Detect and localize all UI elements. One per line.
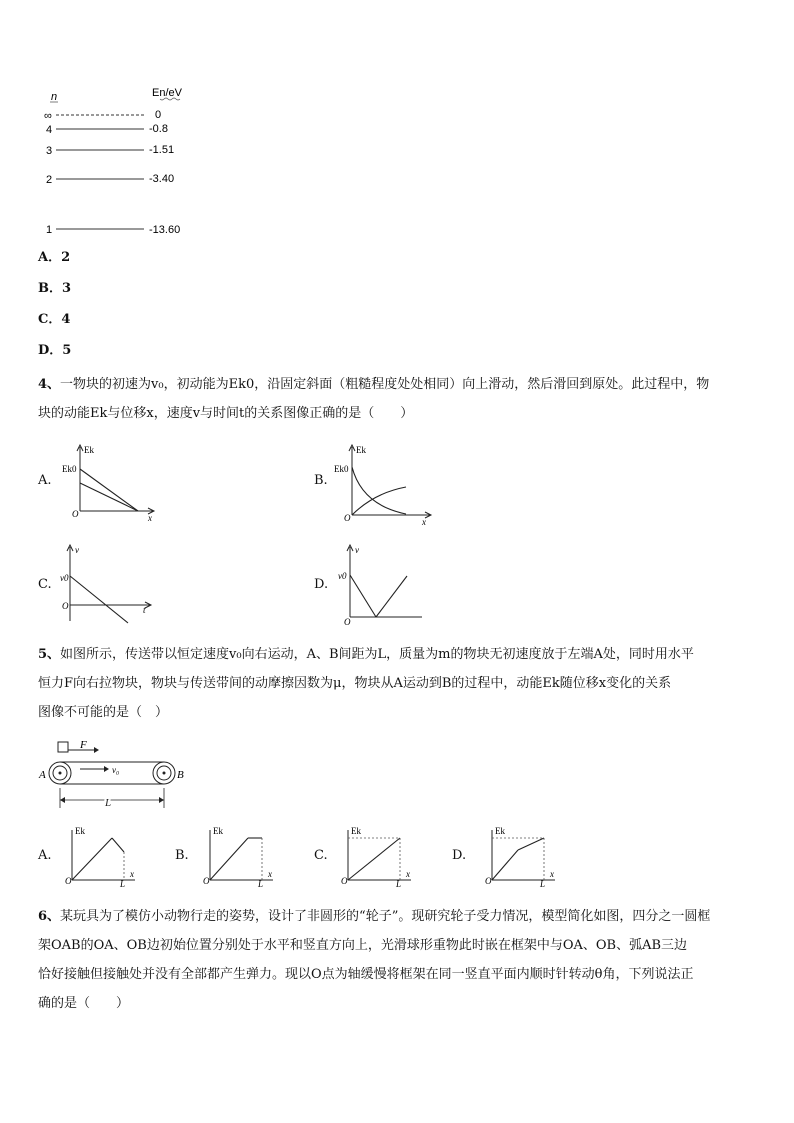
level-n: 3 (46, 145, 53, 157)
axis-label: x (130, 869, 134, 879)
q5-graph-d (480, 824, 560, 888)
level-n: 4 (46, 124, 53, 136)
origin-label: O (65, 876, 72, 886)
length-label: L (105, 797, 112, 809)
axis-label: L (540, 879, 546, 888)
q5-option-c-label[interactable]: C. (314, 848, 328, 863)
axis-label: v (75, 545, 79, 555)
q3-option-c[interactable] (38, 310, 70, 330)
question-number: 5、 (38, 647, 61, 662)
q5-option-d-label[interactable]: D. (452, 848, 467, 863)
axis-label: Ek0 (62, 464, 77, 474)
origin-label: O (344, 513, 351, 523)
axis-label: L (258, 879, 264, 888)
level-n: 2 (46, 174, 53, 186)
option-text: 2 (61, 250, 71, 265)
q4-option-d-label[interactable]: D. (314, 577, 329, 592)
question-text: 恒力F向右拉物块，物块与传送带间的动摩擦因数为μ，物块从A运动到B的过程中，动能Ek随位移x变化的关系 (38, 676, 672, 691)
axis-label: x (550, 869, 554, 879)
axis-label: x (148, 513, 152, 523)
q4-graph-c (58, 543, 158, 625)
option-text: 5 (62, 343, 72, 358)
axis-label: Ek (495, 826, 505, 836)
q5-option-a-label[interactable]: A. (38, 848, 52, 863)
origin-label: O (72, 509, 79, 519)
q3-option-b[interactable] (38, 279, 71, 299)
q4-graph-b (330, 443, 435, 525)
question-number: 4、 (38, 377, 61, 392)
option-letter: A． (38, 250, 62, 265)
point-a-label: A (39, 769, 46, 781)
question-text: 一物块的初速为v₀，初动能为Ek0，沿固定斜面（粗糙程度处处相同）向上滑动，然后滑回到原处。此过程中，物 (60, 377, 710, 392)
axis-label: x (406, 869, 410, 879)
question-text: 如图所示，传送带以恒定速度v₀向右运动，A、B间距为L，质量为m的物块无初速度放于左端A处，同时用水平 (60, 647, 694, 662)
level-value: -1.51 (149, 144, 175, 156)
level-n: ∞ (44, 110, 52, 122)
question-text: 架OAB的OA、OB边初始位置分别处于水平和竖直方向上，光滑球形重物此时嵌在框架中与OA、OB、弧AB三边 (38, 938, 688, 953)
question-text: 恰好接触但接触处并没有全部都产生弹力。现以O点为轴缓慢将框架在同一竖直平面内顺时针转动θ角，下列说法正 (38, 967, 694, 982)
q3-option-d[interactable] (38, 341, 71, 361)
axis-label: v0 (60, 573, 69, 583)
axis-label: x (422, 517, 426, 525)
axis-label: L (396, 879, 402, 888)
q5-graph-b (198, 824, 278, 888)
energy-level-svg (40, 82, 200, 242)
axis-label: Ek (75, 826, 85, 836)
level-value: -0.8 (149, 123, 168, 135)
option-letter: D． (38, 343, 63, 358)
origin-label: O (341, 876, 348, 886)
origin-label: O (62, 601, 69, 611)
conveyor-belt-diagram (36, 738, 206, 816)
axis-label: t (143, 605, 146, 615)
axis-label: L (120, 879, 126, 888)
question-number: 6、 (38, 909, 61, 924)
q4-graph-d (330, 543, 430, 625)
option-text: 4 (61, 312, 71, 327)
level-value: -3.40 (149, 173, 175, 185)
question-text: 确的是（ ） (38, 996, 130, 1011)
axis-label: x (268, 869, 272, 879)
option-letter: B． (38, 281, 62, 296)
question-6 (38, 902, 760, 1018)
axis-label: Ek (351, 826, 361, 836)
question-text: 某玩具为了模仿小动物行走的姿势，设计了非圆形的“轮子”。现研究轮子受力情况，模型简化如图，四分之一圆框 (60, 909, 711, 924)
q5-option-b-label[interactable]: B. (175, 848, 189, 863)
option-letter: C． (38, 312, 62, 327)
q3-option-a[interactable] (38, 248, 70, 268)
q4-graph-a (58, 443, 158, 525)
energy-level-diagram (40, 82, 200, 242)
axis-label: Ek (84, 445, 94, 455)
q4-option-a-label[interactable]: A. (38, 473, 52, 488)
axis-label: Ek0 (334, 464, 349, 474)
n-header: n (51, 91, 58, 103)
block (58, 742, 68, 752)
question-4 (38, 370, 760, 428)
point-b-label: B (177, 769, 184, 781)
origin-label: O (344, 617, 351, 625)
q4-option-c-label[interactable]: C. (38, 577, 52, 592)
axis-label: v0 (338, 571, 347, 581)
q5-graph-a (60, 824, 140, 888)
force-label: F (80, 739, 87, 751)
option-text: 3 (62, 281, 72, 296)
level-value: -13.60 (149, 224, 181, 236)
axis-label: Ek (356, 445, 366, 455)
origin-label: O (485, 876, 492, 886)
question-text: 块的动能Ek与位移x，速度v与时间t的关系图像正确的是（ ） (38, 406, 414, 421)
origin-label: O (203, 876, 210, 886)
energy-header: En/eV (152, 87, 182, 99)
axis-label: Ek (213, 826, 223, 836)
question-text: 图像不可能的是（ ） (38, 705, 169, 720)
axis-label: v (355, 545, 359, 555)
velocity-label: v₀ (112, 765, 120, 775)
level-value: 0 (155, 109, 162, 121)
q4-option-b-label[interactable]: B. (314, 473, 328, 488)
question-5 (38, 640, 760, 727)
q5-graph-c (336, 824, 416, 888)
level-n: 1 (46, 224, 53, 236)
